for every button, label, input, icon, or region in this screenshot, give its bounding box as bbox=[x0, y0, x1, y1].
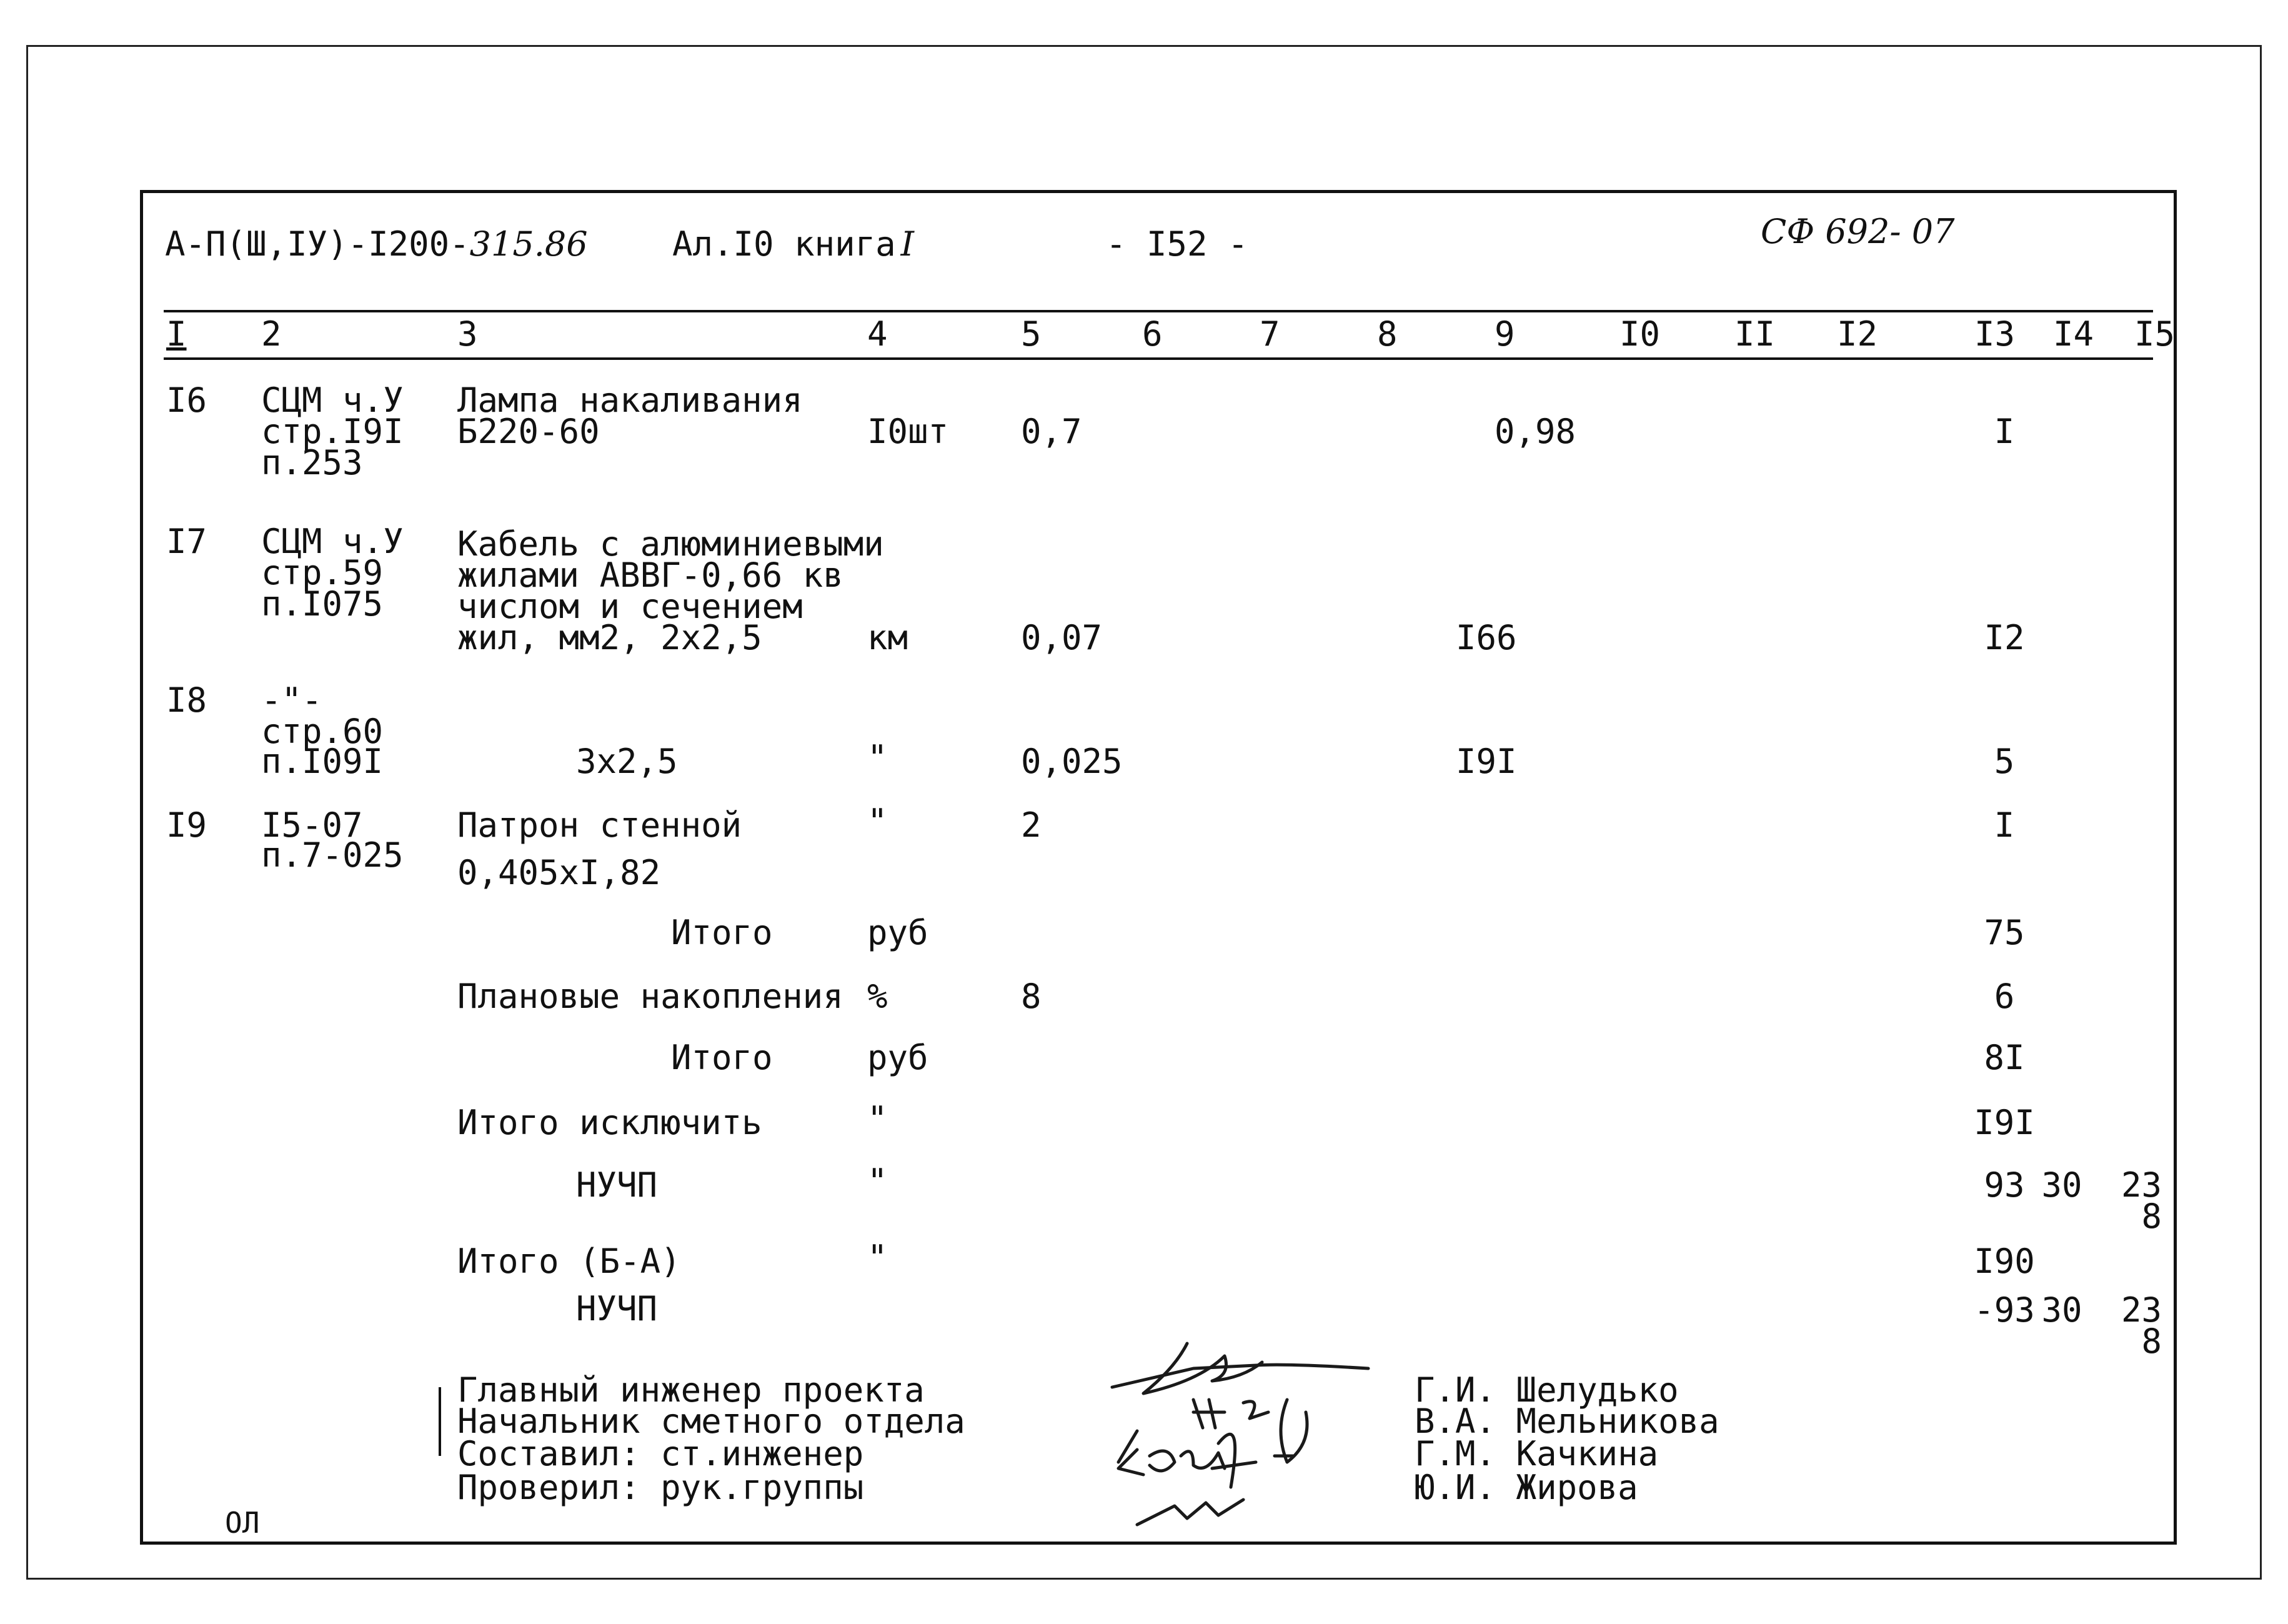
role-compiled: Составил: ст.инженер bbox=[457, 1434, 864, 1473]
header-rule-bottom bbox=[164, 357, 2153, 360]
nuchp-2-c15b: 8 bbox=[2141, 1322, 2162, 1361]
total-ba-unit: " bbox=[867, 1238, 888, 1277]
row-16-name-2: Б220-60 bbox=[457, 412, 600, 451]
role-checked: Проверил: рук.группы bbox=[457, 1468, 864, 1507]
row-17-num: I7 bbox=[166, 522, 207, 561]
planned-savings-value: 6 bbox=[1994, 977, 2015, 1016]
album-book-handwritten: I bbox=[900, 224, 914, 264]
name-zhirova: Ю.И. Жирова bbox=[1415, 1468, 1638, 1507]
row-16-ref-1: СЦМ ч.У bbox=[261, 381, 404, 420]
row-19-name-1: Патрон стенной bbox=[457, 805, 742, 845]
name-sheludko: Г.И. Шелудько bbox=[1415, 1370, 1679, 1410]
name-kachkina: Г.М. Качкина bbox=[1415, 1434, 1659, 1473]
total-1-value: 75 bbox=[1984, 913, 2025, 952]
row-17-qty: 0,07 bbox=[1021, 618, 1103, 657]
total-1-unit: руб bbox=[867, 913, 928, 952]
row-18-name: 3х2,5 bbox=[576, 742, 678, 781]
row-17-name-2: жилами АВВГ-0,66 кв bbox=[457, 555, 843, 595]
row-17-ref-2: стр.59 bbox=[261, 553, 384, 592]
row-16-total: I bbox=[1994, 412, 2015, 451]
total-2-unit: руб bbox=[867, 1038, 928, 1077]
row-18-qty: 0,025 bbox=[1021, 742, 1123, 781]
row-17-ref-3: п.I075 bbox=[261, 584, 384, 624]
total-exclude-value: I9I bbox=[1974, 1103, 2035, 1142]
planned-savings-unit: % bbox=[867, 977, 888, 1016]
row-16-ref-3: п.253 bbox=[261, 443, 363, 482]
col-15: I5 bbox=[2134, 314, 2176, 354]
total-2-label: Итого bbox=[671, 1038, 773, 1077]
row-19-unit: " bbox=[867, 802, 888, 841]
row-16-ref-2: стр.I9I bbox=[261, 412, 404, 451]
col-6: 6 bbox=[1142, 314, 1163, 354]
doc-code-text: А-П(Ш,IУ)-I200- bbox=[165, 224, 470, 264]
row-19-ref-1: I5-07 bbox=[261, 805, 363, 845]
stamp-code: СФ 692- 07 bbox=[1761, 212, 1955, 251]
col-2: 2 bbox=[261, 314, 282, 354]
nuchp-2-c14: 30 bbox=[2041, 1290, 2082, 1330]
nuchp-1-c15b: 8 bbox=[2141, 1197, 2162, 1236]
row-18-num: I8 bbox=[166, 680, 207, 720]
album-book bbox=[672, 224, 914, 264]
role-head-estimates: Начальник сметного отдела bbox=[457, 1402, 965, 1441]
row-19-total: I bbox=[1994, 805, 2015, 845]
total-exclude-label: Итого исключить bbox=[457, 1103, 762, 1142]
doc-code-handwritten: 315.86 bbox=[469, 224, 588, 264]
row-19-name-2: 0,405хI,82 bbox=[457, 853, 661, 892]
planned-savings-rate: 8 bbox=[1021, 977, 1042, 1016]
col-8: 8 bbox=[1377, 314, 1398, 354]
col-11: II bbox=[1734, 314, 1776, 354]
nuchp-2-label: НУЧП bbox=[576, 1289, 658, 1328]
album-book-text: Ал.I0 книга bbox=[672, 224, 896, 264]
row-18-price: I9I bbox=[1456, 742, 1517, 781]
handwritten-signatures bbox=[1100, 1318, 1387, 1537]
row-16-num: I6 bbox=[166, 381, 207, 420]
nuchp-1-c13: 93 bbox=[1984, 1165, 2025, 1205]
col-3: 3 bbox=[457, 314, 478, 354]
header-rule-top bbox=[164, 310, 2153, 312]
row-19-num: I9 bbox=[166, 805, 207, 845]
row-19-qty: 2 bbox=[1021, 805, 1042, 845]
row-18-ref-1: -"- bbox=[261, 680, 322, 720]
col-13: I3 bbox=[1974, 314, 2016, 354]
nuchp-1-c15a: 23 bbox=[2121, 1165, 2162, 1205]
row-17-total: I2 bbox=[1984, 618, 2025, 657]
total-ba-label: Итого (Б-А) bbox=[457, 1242, 681, 1281]
total-1-label: Итого bbox=[671, 913, 773, 952]
row-18-ref-2: стр.60 bbox=[261, 712, 384, 751]
total-2-value: 8I bbox=[1984, 1038, 2025, 1077]
row-17-name-1: Кабель с алюминиевыми bbox=[457, 524, 884, 564]
footer-mark: ОЛ bbox=[225, 1506, 260, 1540]
total-ba-value: I90 bbox=[1974, 1242, 2035, 1281]
row-16-price: 0,98 bbox=[1495, 412, 1576, 451]
role-chief-engineer: Главный инженер проекта bbox=[457, 1370, 925, 1410]
row-17-price: I66 bbox=[1456, 618, 1517, 657]
row-16-qty: 0,7 bbox=[1021, 412, 1082, 451]
col-12: I2 bbox=[1837, 314, 1878, 354]
signature-margin-line bbox=[439, 1387, 441, 1456]
row-18-total: 5 bbox=[1994, 742, 2015, 781]
doc-code bbox=[165, 224, 588, 264]
name-melnikova: В.А. Мельникова bbox=[1415, 1402, 1719, 1441]
total-exclude-unit: " bbox=[867, 1099, 888, 1138]
row-18-unit: " bbox=[867, 738, 888, 777]
page-number: - I52 - bbox=[1106, 224, 1248, 264]
row-17-name-4: жил, мм2, 2х2,5 bbox=[457, 618, 762, 657]
row-17-unit: км bbox=[867, 618, 908, 657]
col-14: I4 bbox=[2053, 314, 2094, 354]
nuchp-1-c14: 30 bbox=[2041, 1165, 2082, 1205]
col-4: 4 bbox=[867, 314, 888, 354]
row-17-name-3: числом и сечением bbox=[457, 587, 803, 626]
row-16-unit: I0шт bbox=[867, 412, 949, 451]
row-18-ref-3: п.I09I bbox=[261, 742, 384, 781]
planned-savings-label: Плановые накопления bbox=[457, 977, 843, 1016]
row-17-ref-1: СЦМ ч.У bbox=[261, 522, 404, 561]
col-9: 9 bbox=[1495, 314, 1515, 354]
col-1: I bbox=[166, 314, 187, 354]
col-5: 5 bbox=[1021, 314, 1042, 354]
nuchp-1-unit: " bbox=[867, 1162, 888, 1201]
nuchp-2-c13: -93 bbox=[1974, 1290, 2035, 1330]
row-16-name-1: Лампа накаливания bbox=[457, 381, 803, 420]
nuchp-2-c15a: 23 bbox=[2121, 1290, 2162, 1330]
col-7: 7 bbox=[1260, 314, 1280, 354]
nuchp-1-label: НУЧП bbox=[576, 1165, 658, 1205]
row-19-ref-2: п.7-025 bbox=[261, 835, 404, 875]
col-10: I0 bbox=[1619, 314, 1661, 354]
